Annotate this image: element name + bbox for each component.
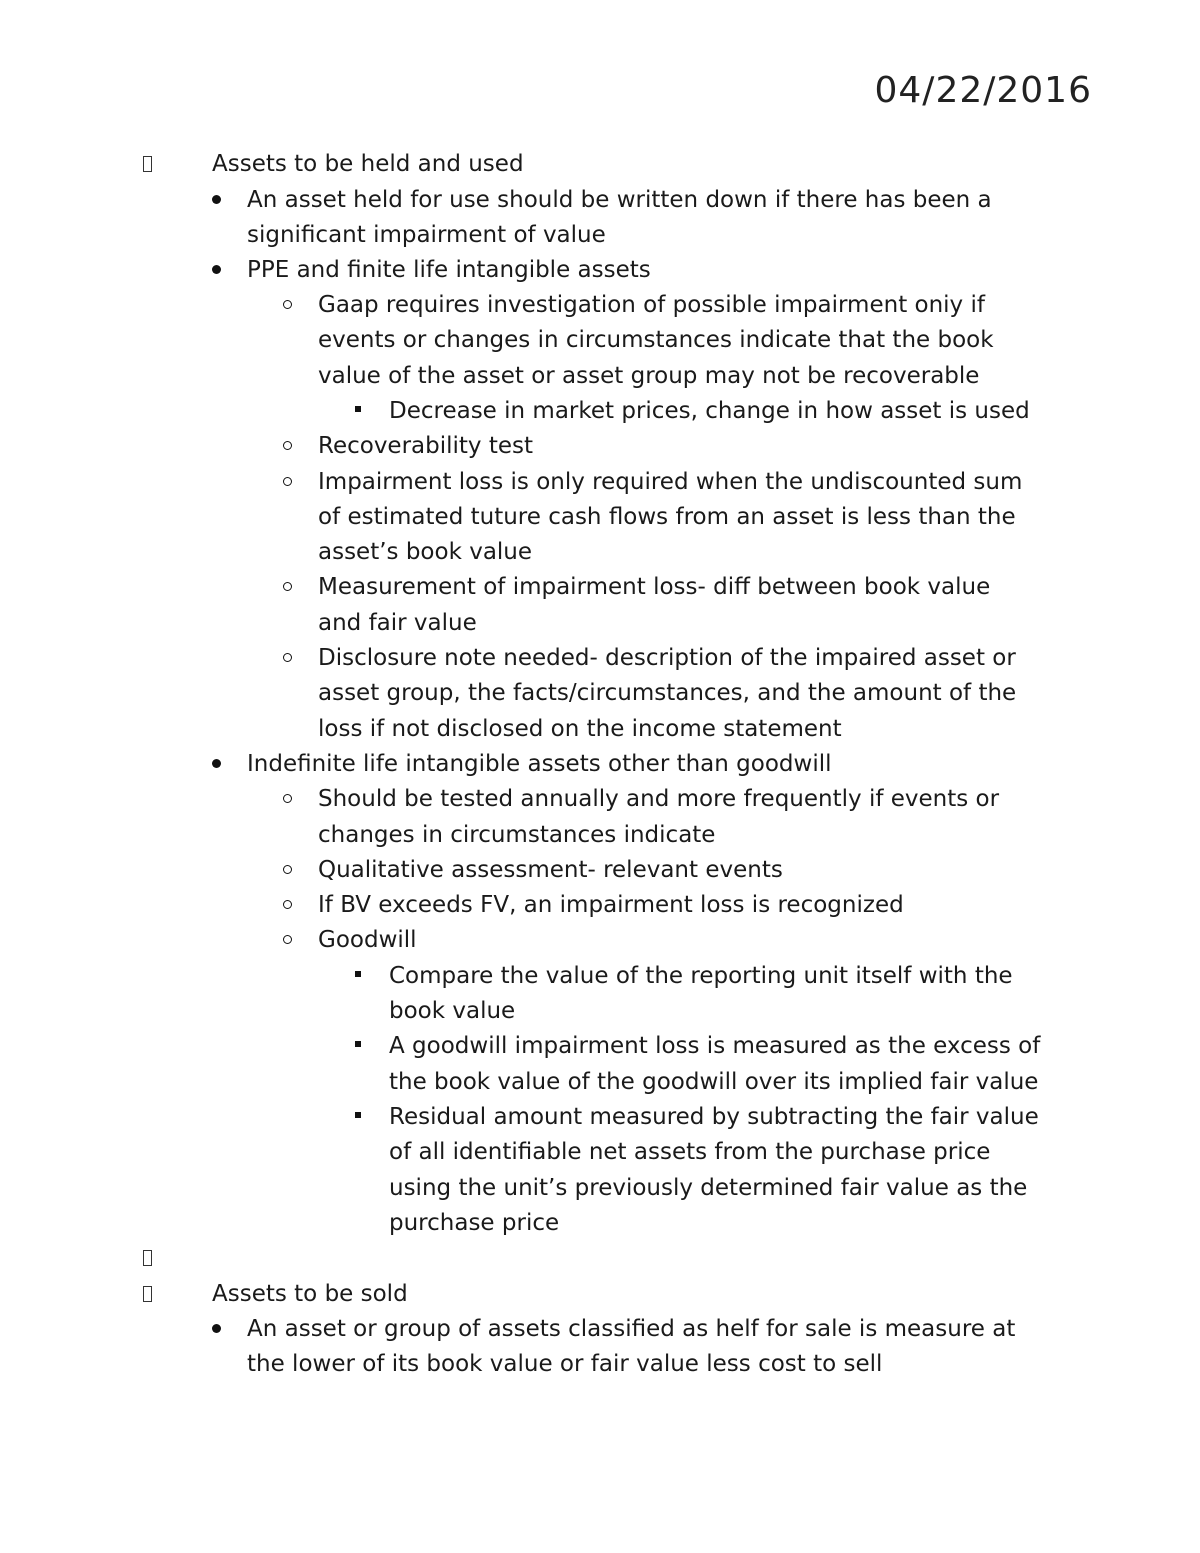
list-item-cont: of all identifiable net assets from the purchase price	[389, 1139, 991, 1165]
circle-bullet-icon	[283, 653, 292, 662]
list-item-cont: and fair value	[318, 610, 477, 636]
bullet-icon	[212, 265, 221, 274]
square-bullet-icon	[355, 406, 361, 412]
list-item-cont: the lower of its book value or fair value less cost to sell	[247, 1351, 883, 1377]
list-item-cont: value of the asset or asset group may not be recoverable	[318, 363, 980, 389]
list-item-cont: asset’s book value	[318, 539, 533, 565]
circle-bullet-icon	[283, 935, 292, 944]
list-item: Gaap requires investigation of possible impairment oniy if	[318, 292, 985, 318]
list-item: Compare the value of the reporting unit itself with the	[389, 963, 1013, 989]
list-item-cont: asset group, the facts/circumstances, and the amount of the	[318, 680, 1017, 706]
list-item-cont: purchase price	[389, 1210, 560, 1236]
checkbox-icon	[143, 1286, 152, 1302]
bullet-icon	[212, 1324, 221, 1333]
circle-bullet-icon	[283, 865, 292, 874]
circle-bullet-icon	[283, 900, 292, 909]
square-bullet-icon	[355, 971, 361, 977]
circle-bullet-icon	[283, 300, 292, 309]
list-item: If BV exceeds FV, an impairment loss is recognized	[318, 892, 904, 918]
list-item: An asset held for use should be written down if there has been a	[247, 187, 992, 213]
list-item-cont: changes in circumstances indicate	[318, 822, 716, 848]
circle-bullet-icon	[283, 441, 292, 450]
section-heading: Assets to be held and used	[212, 151, 524, 177]
list-item-cont: the book value of the goodwill over its implied fair value	[389, 1069, 1039, 1095]
section-heading: Assets to be sold	[212, 1281, 408, 1307]
date-header: 04/22/2016	[874, 70, 1092, 111]
list-item: Recoverability test	[318, 433, 534, 459]
list-item: Disclosure note needed- description of the impaired asset or	[318, 645, 1016, 671]
checkbox-icon	[143, 156, 152, 172]
list-item: Measurement of impairment loss- diff between book value	[318, 574, 991, 600]
list-item: An asset or group of assets classified as helf for sale is measure at	[247, 1316, 1016, 1342]
circle-bullet-icon	[283, 582, 292, 591]
list-item: Qualitative assessment- relevant events	[318, 857, 783, 883]
list-item: A goodwill impairment loss is measured as the excess of	[389, 1033, 1041, 1059]
list-item-cont: book value	[389, 998, 516, 1024]
square-bullet-icon	[355, 1112, 361, 1118]
list-item-cont: significant impairment of value	[247, 222, 606, 248]
list-item: Residual amount measured by subtracting the fair value	[389, 1104, 1039, 1130]
list-item-cont: of estimated tuture cash flows from an asset is less than the	[318, 504, 1016, 530]
square-bullet-icon	[355, 1041, 361, 1047]
bullet-icon	[212, 195, 221, 204]
list-item-cont: events or changes in circumstances indicate that the book	[318, 327, 994, 353]
bullet-icon	[212, 759, 221, 768]
list-item-cont: using the unit’s previously determined fair value as the	[389, 1175, 1028, 1201]
list-item: Should be tested annually and more frequently if events or	[318, 786, 1000, 812]
checkbox-icon	[143, 1250, 152, 1266]
list-item: Goodwill	[318, 927, 417, 953]
list-item: PPE and finite life intangible assets	[247, 257, 651, 283]
circle-bullet-icon	[283, 477, 292, 486]
list-item: Decrease in market prices, change in how asset is used	[389, 398, 1030, 424]
circle-bullet-icon	[283, 794, 292, 803]
list-item: Impairment loss is only required when the undiscounted sum	[318, 469, 1023, 495]
list-item-cont: loss if not disclosed on the income statement	[318, 716, 842, 742]
list-item: Indefinite life intangible assets other than goodwill	[247, 751, 832, 777]
